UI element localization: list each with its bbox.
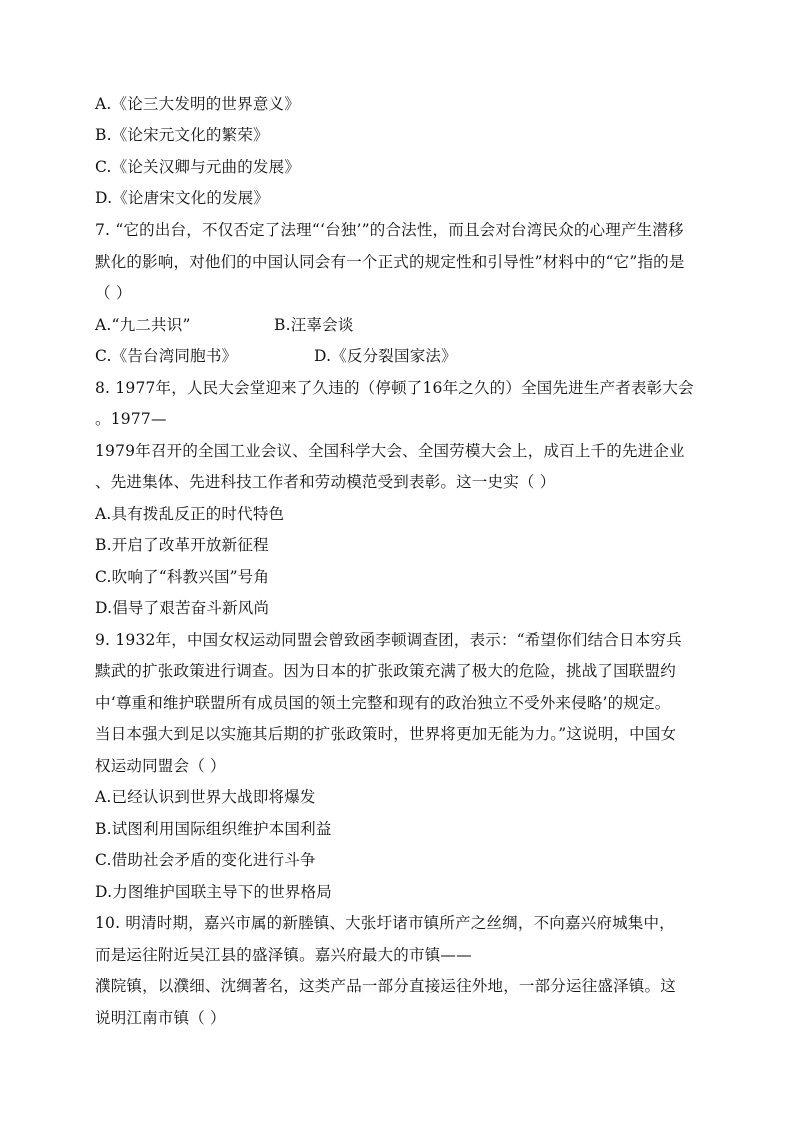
q9-stem-line-3: 中‘尊重和维护联盟所有成员国的领土完整和现有的政治独立不受外来侵略’的规定。 [95, 694, 671, 712]
q9-option-d: D.力图维护国联主导下的世界格局 [95, 883, 333, 901]
q9-option-b: B.试图利用国际组织维护本国利益 [95, 820, 332, 838]
q9-stem-line-1: 9. 1932年，中国女权运动同盟会曾致函李顿调查团，表示：“希望你们结合日本穷兵 [95, 631, 682, 649]
q8-stem-line-1: 8. 1977年，人民大会堂迎来了久违的（停顿了16年之久的）全国先进生产者表彰大会 [95, 379, 694, 397]
q9-option-c: C.借助社会矛盾的变化进行斗争 [95, 851, 316, 869]
q6-option-a: A.《论三大发明的世界意义》 [95, 95, 300, 113]
q7-stem-line-2: 默化的影响，对他们的中国认同会有一个正式的规定性和引导性”材料中的“它”指的是 [95, 253, 685, 271]
q10-stem-line-3: 濮院镇，以濮细、沈绸著名，这类产品一部分直接运往外地，一部分运往盛泽镇。这 [95, 977, 676, 995]
q6-option-d: D.《论唐宋文化的发展》 [95, 189, 270, 207]
q9-stem-line-2: 黩武的扩张政策进行调查。因为日本的扩张政策充满了极大的危险，挑战了国联盟约 [95, 662, 676, 680]
q10-stem-line-4: 说明江南市镇（ ） [95, 1009, 226, 1027]
q8-stem-line-2: 。1977— [95, 410, 167, 428]
q8-stem-line-3: 1979年召开的全国工业会议、全国科学大会、全国劳模大会上，成百上千的先进企业 [95, 442, 685, 460]
q9-stem-line-4: 当日本强大到足以实施其后期的扩张政策时，世界将更加无能为力。”这说明，中国女 [95, 725, 677, 743]
q8-option-b: B.开启了改革开放新征程 [95, 536, 269, 554]
q8-option-c: C.吹响了“科教兴国”号角 [95, 568, 270, 586]
q7-option-d: D.《反分裂国家法》 [314, 347, 457, 365]
q9-option-a: A.已经认识到世界大战即将爆发 [95, 788, 316, 806]
q7-option-a: A.“九二共识” [95, 316, 191, 334]
q8-stem-line-4: 、先进集体、先进科技工作者和劳动模范受到表彰。这一史实（ ） [95, 473, 556, 491]
q10-stem-line-1: 10. 明清时期，嘉兴市属的新塍镇、大张圩诸市镇所产之丝绸，不向嘉兴府城集中， [95, 914, 675, 932]
q6-option-b: B.《论宋元文化的繁荣》 [95, 126, 269, 144]
q7-option-c: C.《告台湾同胞书》 [95, 347, 238, 365]
q6-option-c: C.《论关汉卿与元曲的发展》 [95, 158, 301, 176]
q7-answer-bracket: （ ） [95, 284, 132, 302]
q8-option-d: D.倡导了艰苦奋斗新风尚 [95, 599, 270, 617]
q9-stem-line-5: 权运动同盟会（ ） [95, 757, 226, 775]
q8-option-a: A.具有拨乱反正的时代特色 [95, 505, 285, 523]
q7-option-b: B.汪辜会谈 [274, 316, 354, 334]
q7-stem-line-1: 7. “它的出台，不仅否定了法理“‘台独’”的合法性，而且会对台湾民众的心理产生潜移 [95, 221, 684, 239]
q10-stem-line-2: 而是运往附近吴江县的盛泽镇。嘉兴府最大的市镇—— [95, 946, 472, 964]
